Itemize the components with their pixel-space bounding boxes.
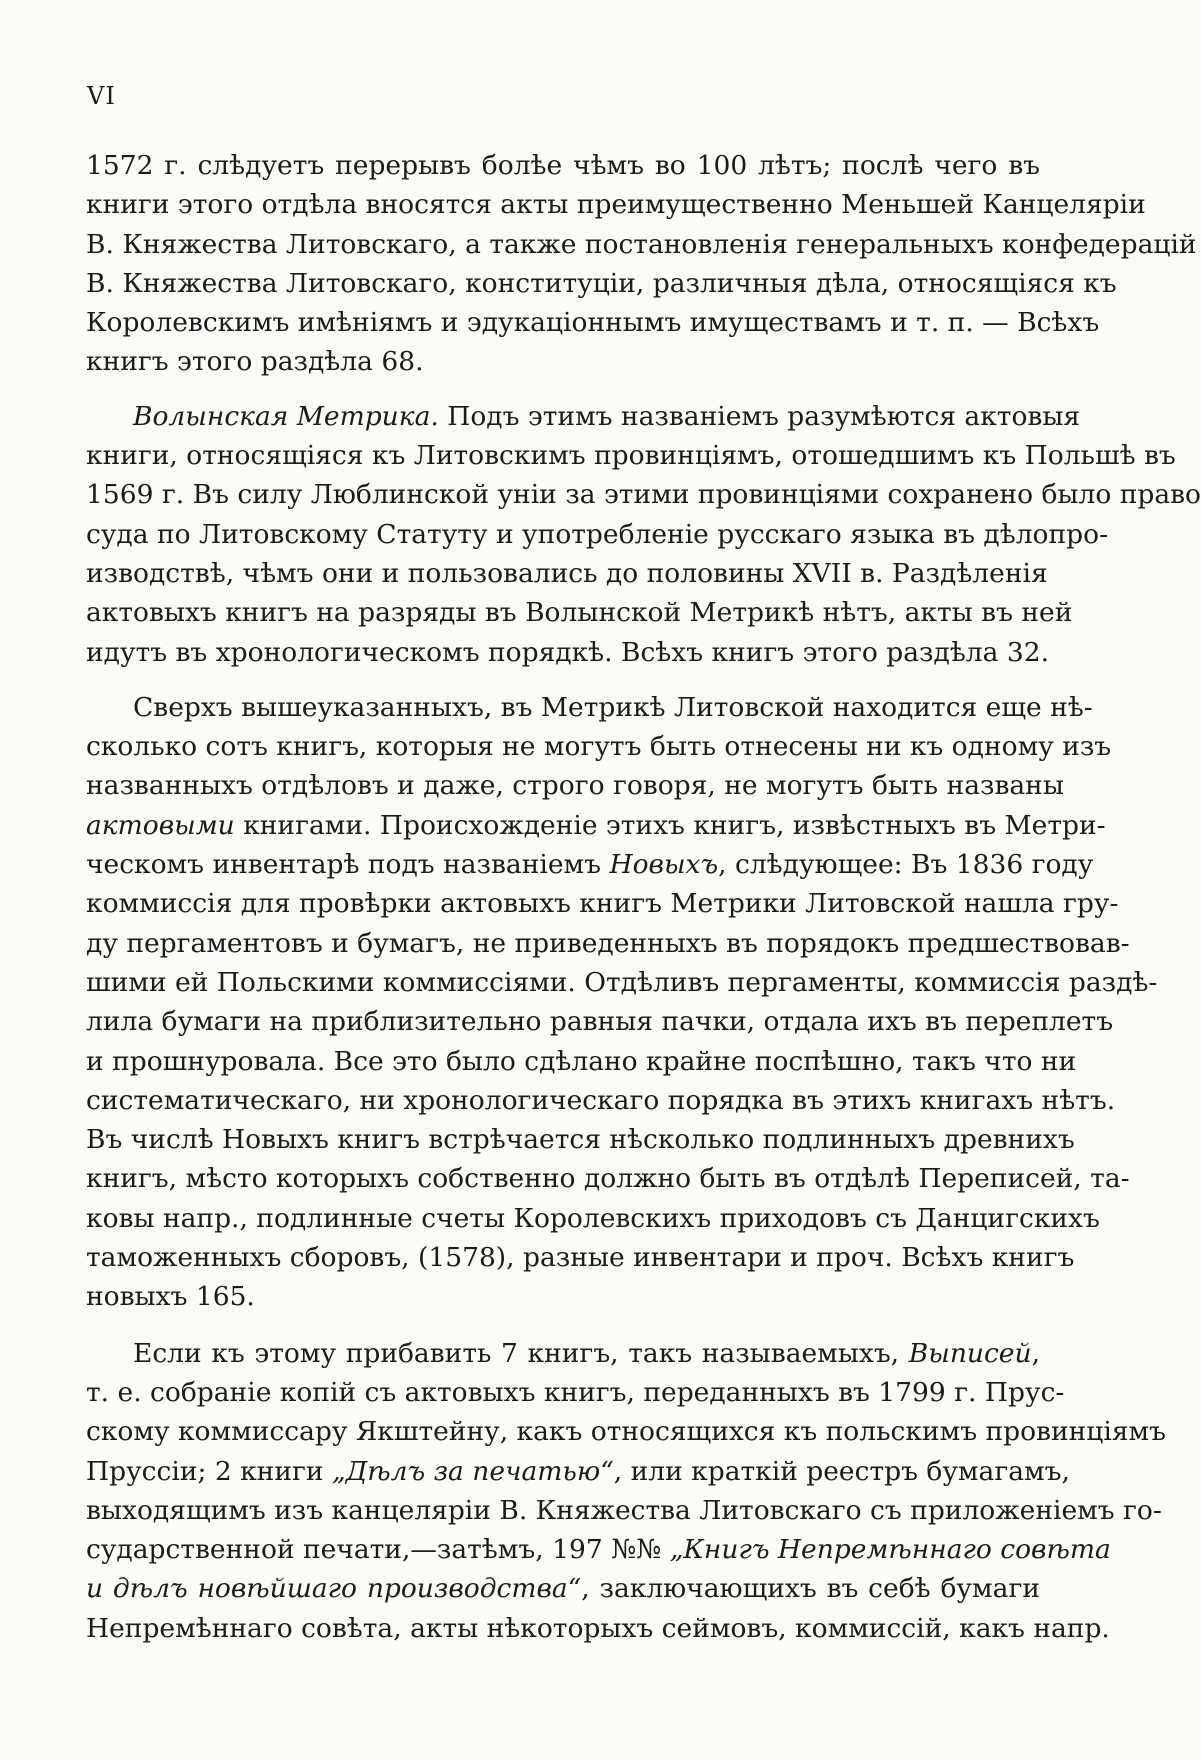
page-number: VI — [87, 82, 116, 110]
italic-text: актовыми — [86, 809, 235, 841]
text-run: названныхъ отдѣловъ и даже, строго говоря, не могутъ быть названы — [86, 770, 1064, 802]
text-run: таможенныхъ сборовъ, (1578), разные инвентари и проч. Всѣхъ книгъ — [86, 1242, 1075, 1274]
text-line — [86, 884, 1119, 923]
text-line — [86, 727, 1112, 766]
italic-text: „Книгъ Непремѣннаго совѣта — [669, 1534, 1111, 1566]
text-run: ду пергаментовъ и бумагъ, не приведенныхъ въ порядокъ предшествовав- — [86, 927, 1130, 959]
text-run: актовыхъ книгъ на разряды въ Волынской Метрикѣ нѣтъ, акты въ ней — [86, 597, 1073, 629]
text-line — [86, 1120, 1075, 1159]
text-line — [86, 1159, 1130, 1198]
text-run: В. Княжества Литовскаго, а также постановленія генеральныхъ конфедерацій — [86, 228, 1197, 260]
text-line — [86, 806, 1106, 845]
text-line — [86, 397, 1081, 436]
text-run: сударственной печати,—затѣмъ, 197 №№ — [86, 1534, 670, 1566]
text-run: систематическаго, ни хронологическаго порядка въ этихъ книгахъ нѣтъ. — [86, 1084, 1116, 1116]
italic-text: „Дѣлъ за печатью“ — [331, 1455, 614, 1487]
text-run: , — [1031, 1337, 1040, 1369]
text-run: 1569 г. Въ силу Люблинской уніи за этими провинціями сохранено было право — [86, 479, 1201, 511]
text-run: новыхъ 165. — [86, 1281, 255, 1313]
text-run: ческомъ инвентарѣ подъ названіемъ — [86, 849, 610, 881]
paragraph — [86, 688, 1158, 1317]
text-run: шими ей Польскими коммиссіями. Отдѣливъ пергаменты, коммиссія раздѣ- — [86, 966, 1158, 998]
text-line — [86, 1452, 1070, 1491]
italic-text: Волынская Метрика. — [133, 400, 439, 432]
paragraph — [86, 146, 1197, 382]
italic-text: и дѣлъ новѣйшаго производства“ — [86, 1573, 582, 1605]
text-line — [86, 1373, 1065, 1412]
text-run: книги, относящіяся къ Литовскимъ провинціямъ, отошедшимъ къ Польшѣ въ — [86, 440, 1176, 472]
body-text — [86, 146, 1201, 1663]
text-run: Сверхъ вышеуказанныхъ, въ Метрикѣ Литовской находится еще нѣ- — [133, 691, 1093, 723]
text-line — [86, 1238, 1075, 1277]
text-line — [86, 963, 1158, 1002]
text-run: книгъ, мѣсто которыхъ собственно должно быть въ отдѣлѣ Переписей, та- — [86, 1163, 1130, 1195]
text-run: , заключающихъ въ себѣ бумаги — [581, 1573, 1040, 1605]
text-run: скому коммиссару Якштейну, какъ относящихся къ польскимъ провинціямъ — [86, 1416, 1167, 1448]
text-line — [86, 1530, 1111, 1569]
text-run: Подъ этимъ названіемъ разумѣются актовыя — [438, 400, 1081, 432]
text-line — [86, 1199, 1100, 1238]
text-line — [86, 1491, 1162, 1530]
text-run: книгъ этого раздѣла 68. — [86, 346, 424, 378]
text-line — [86, 1609, 1110, 1648]
text-line — [86, 1334, 1040, 1373]
text-run: и прошнуровала. Все это было сдѣлано крайне поспѣшно, такъ что ни — [86, 1045, 1077, 1077]
italic-text: Выписей — [908, 1337, 1032, 1369]
text-run: идутъ въ хронологическомъ порядкѣ. Всѣхъ книгъ этого раздѣла 32. — [86, 636, 1050, 668]
text-line — [86, 1081, 1116, 1120]
text-line — [86, 303, 1100, 342]
text-run: изводствѣ, чѣмъ они и пользовались до половины XVII в. Раздѣленія — [86, 557, 1048, 589]
text-run: лила бумаги на приблизительно равныя пачки, отдала ихъ въ переплетъ — [86, 1006, 1114, 1038]
text-line — [86, 475, 1201, 514]
text-line — [86, 845, 1094, 884]
text-run: коммиссія для провѣрки актовыхъ книгъ Метрики Литовской нашла гру- — [86, 888, 1119, 920]
text-line — [86, 688, 1093, 727]
text-line — [86, 554, 1048, 593]
text-run: суда по Литовскому Статуту и употребленіе русскаго языка въ дѣлопро- — [86, 518, 1109, 550]
text-run: книги этого отдѣла вносятся акты преимущественно Меньшей Канцеляріи — [86, 189, 1146, 221]
text-run: Непремѣннаго совѣта, акты нѣкоторыхъ сеймовъ, коммиссій, какъ напр. — [86, 1612, 1110, 1644]
paragraph — [86, 397, 1201, 672]
text-line — [86, 924, 1130, 963]
text-line — [86, 1412, 1167, 1451]
text-run: Если къ этому прибавить 7 книгъ, такъ называемыхъ, — [133, 1337, 909, 1369]
text-line — [86, 264, 1117, 303]
text-line — [86, 1277, 1040, 1316]
text-line — [86, 766, 1064, 805]
text-run: выходящимъ изъ канцеляріи В. Княжества Литовскаго съ приложеніемъ го- — [86, 1494, 1162, 1526]
text-line — [86, 1042, 1077, 1081]
paragraph — [86, 1334, 1167, 1648]
text-line — [86, 436, 1176, 475]
text-run: сколько сотъ книгъ, которыя не могутъ быть отнесены ни къ одному изъ — [86, 731, 1112, 763]
text-line — [86, 185, 1146, 224]
text-line — [86, 515, 1109, 554]
text-line — [86, 146, 1040, 185]
text-run: , или краткій реестръ бумагамъ, — [613, 1455, 1070, 1487]
text-run: , слѣдующее: Въ 1836 году — [718, 849, 1094, 881]
text-line — [86, 593, 1073, 632]
text-run: Королевскимъ имѣніямъ и эдукаціоннымъ имуществамъ и т. п. — Всѣхъ — [86, 307, 1100, 339]
text-line — [86, 1002, 1114, 1041]
text-line — [86, 342, 1040, 381]
text-line — [86, 225, 1197, 264]
italic-text: Новыхъ — [609, 849, 719, 881]
text-run: книгами. Происхожденіе этихъ книгъ, извѣстныхъ въ Метри- — [234, 809, 1106, 841]
text-run: В. Княжества Литовскаго, конституціи, различныя дѣла, относящіяся къ — [86, 267, 1117, 299]
text-run: 1572 г. слѣдуетъ перерывъ болѣе чѣмъ во 100 лѣтъ; послѣ чего въ — [86, 150, 1040, 181]
text-line — [86, 1569, 1040, 1608]
text-run: т. е. собраніе копій съ актовыхъ книгъ, переданныхъ въ 1799 г. Прус- — [86, 1376, 1065, 1408]
text-run: Пруссіи; 2 книги — [86, 1455, 332, 1487]
text-run: ковы напр., подлинные счеты Королевскихъ приходовъ съ Данцигскихъ — [86, 1202, 1100, 1234]
text-line — [86, 633, 1050, 672]
text-run: Въ числѣ Новыхъ книгъ встрѣчается нѣсколько подлинныхъ древнихъ — [86, 1124, 1075, 1156]
